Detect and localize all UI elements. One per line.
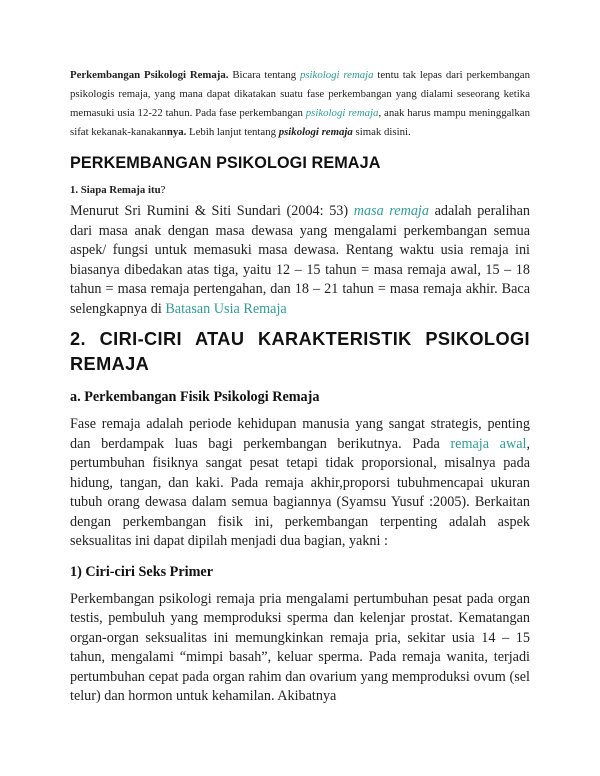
intro-paragraph xyxy=(70,66,530,142)
link-remaja-awal[interactable]: remaja awal xyxy=(450,435,527,452)
link-masa-remaja[interactable]: masa remaja xyxy=(353,203,429,219)
intro-bold-nya: nya. xyxy=(166,126,187,138)
subheading-seks-primer: 1) Ciri-ciri Seks Primer xyxy=(70,563,214,580)
intro-bold-title: Perkembangan Psikologi Remaja. xyxy=(70,69,229,81)
paragraph-masa-remaja xyxy=(70,202,530,319)
intro-bold-italic: psikologi remaja xyxy=(278,126,353,138)
paragraph-fase-remaja xyxy=(70,415,530,552)
subheading-perkembangan-fisik: a. Perkembangan Fisik Psikologi Remaja xyxy=(70,389,320,405)
heading-perkembangan: PERKEMBANGAN PSIKOLOGI REMAJA xyxy=(70,154,381,172)
para2-text-a: Fase remaja adalah periode kehidupan manusia yang sangat strategis, penting dan berdampak luas bagi perkembangan berikutnya. Pada xyxy=(70,416,530,452)
intro-text-b: tentu tak lepas dari perkembangan psikologis remaja, yang mana dapat dikatakan suatu fase perkembangan yang dialami seseorang ketika memasuki usia 12-22 tahun. Pada fase perkembangan xyxy=(70,69,530,119)
question-mark: ? xyxy=(160,184,166,196)
heading-ciri-ciri: 2. CIRI-CIRI ATAU KARAKTERISTIK PSIKOLOGI REMAJA xyxy=(70,329,530,374)
question-bold: 1. Siapa Remaja itu xyxy=(70,184,161,196)
intro-text-a: Bicara tentang xyxy=(228,69,300,81)
link-batasan-usia-remaja[interactable]: Batasan Usia Remaja xyxy=(165,300,287,317)
intro-text-c: , anak harus mampu meninggalkan sifat kekanak-kanakan xyxy=(70,107,530,138)
question-siapa-remaja xyxy=(70,182,530,198)
intro-link-psikologi-remaja-2[interactable]: psikologi remaja xyxy=(305,107,379,119)
para2-text-b: , pertumbuhan fisiknya sangat pesat tetapi tidak proporsional, misalnya pada hidung, tangan, dan kaki. Pada remaja akhir,proporsi tubuhmencapai ukuran tubuh orang dewasa dalam semua bagiannya (Syamsu Yusuf :2005). Berkaitan dengan perkembangan fisik ini, perkembangan terpenting adalah aspek seksualitas ini dapat dipilah menjadi dua bagian, yakni : xyxy=(70,435,530,549)
para1-text-a: Menurut Sri Rumini & Siti Sundari (2004: 53) xyxy=(70,203,354,219)
intro-text-d: Lebih lanjut tentang xyxy=(186,126,279,138)
paragraph-seks-primer: Perkembangan psikologi remaja pria mengalami pertumbuhan pesat pada organ testis, pembuluh yang memproduksi sperma dan kelenjar prostat. Kematangan organ-organ seksualitas ini memungkinkan remaja pria, sekitar usia 14 – 15 tahun, mengalami “mimpi basah”, keluar sperma. Pada remaja wanita, terjadi pertumbuhan cepat pada organ rahim dan ovarium yang memproduksi ovum (sel telur) dan hormon untuk kehamilan. Akibatnya xyxy=(70,590,530,704)
para1-text-b: adalah peralihan dari masa anak dengan masa dewasa yang mengalami perkembangan semua aspek/ fungsi untuk memasuki masa dewasa. Rentang waktu usia remaja ini biasanya dibedakan atas tiga, yaitu 12 – 15 tahun = masa remaja awal, 15 – 18 tahun = masa remaja pertengahan, dan 18 – 21 tahun = masa remaja akhir. Baca selengkapnya di xyxy=(70,203,530,317)
intro-text-e: simak disini. xyxy=(352,126,411,138)
intro-link-psikologi-remaja[interactable]: psikologi remaja xyxy=(299,69,374,81)
